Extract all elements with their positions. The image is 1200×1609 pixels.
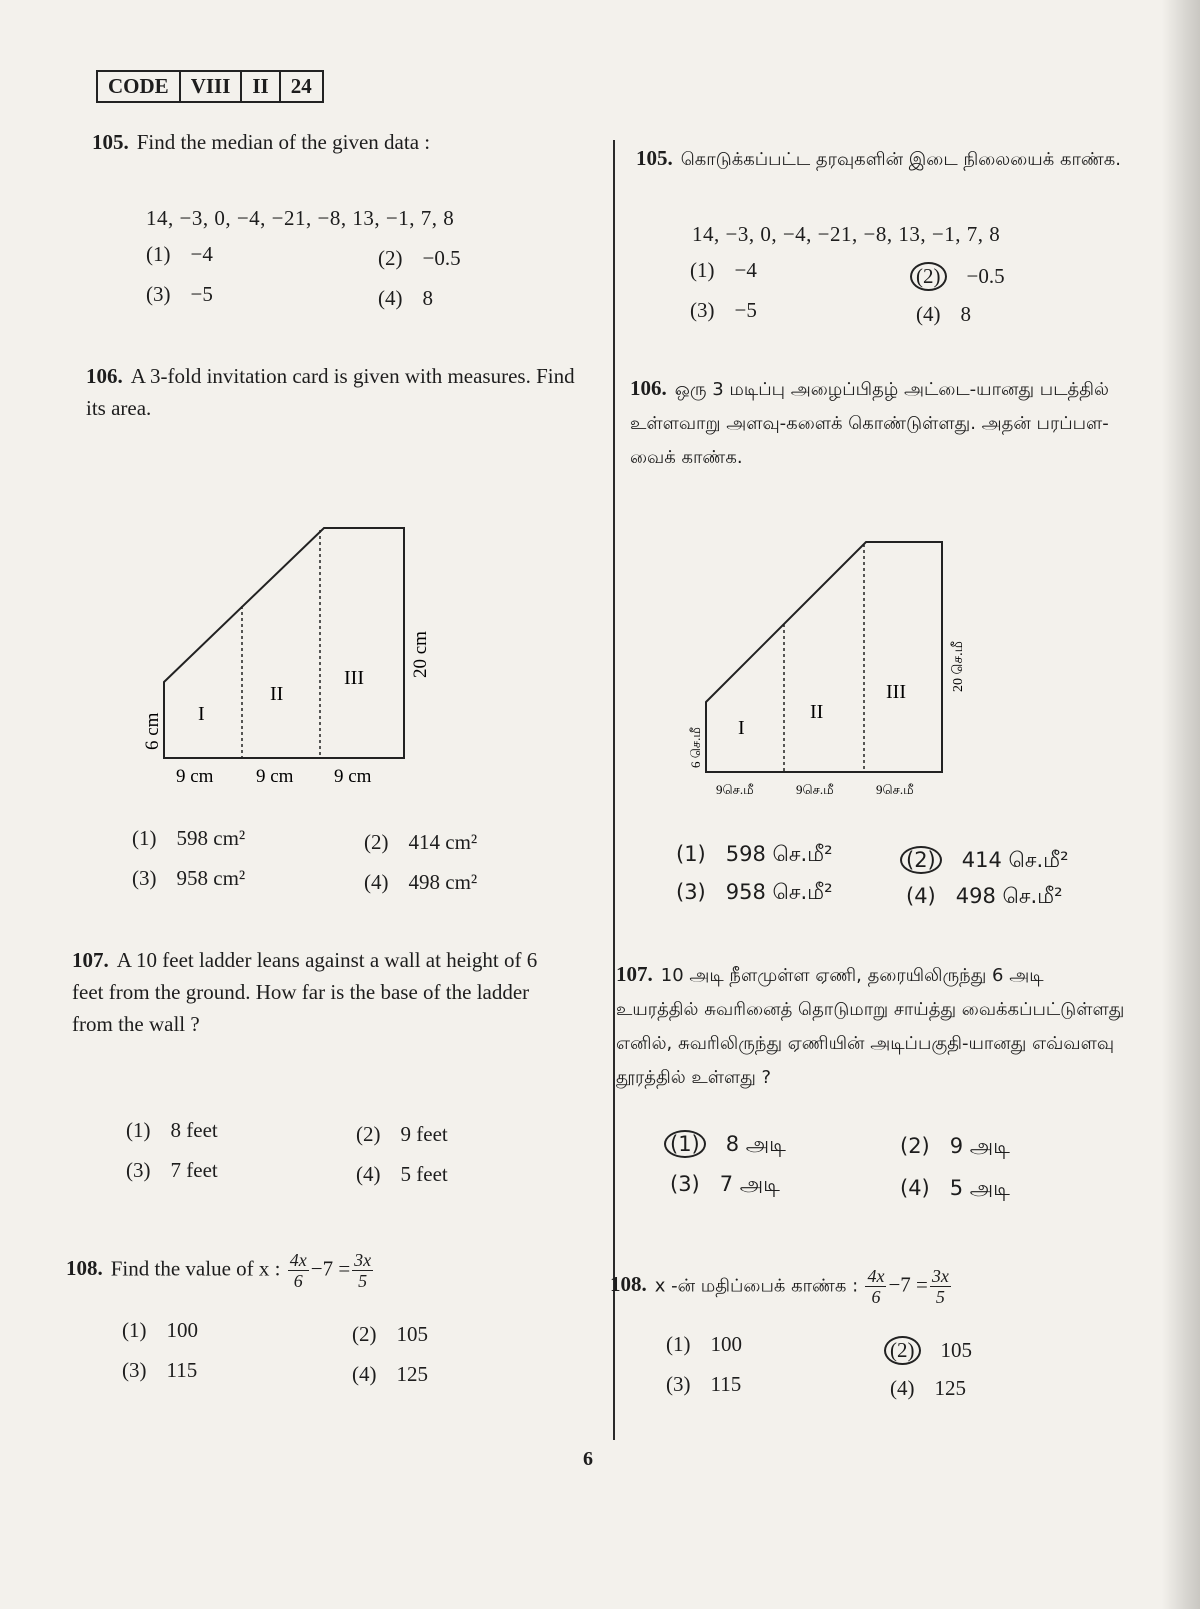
question-text: A 3-fold invitation card is given with measures. Find its area. xyxy=(86,364,575,420)
en-q107-opt3: (3) 7 feet xyxy=(126,1158,218,1182)
ta-q107-opt1-circled: (1) 8 அடி xyxy=(670,1130,786,1159)
column-divider xyxy=(613,140,615,1440)
width-label-2: 9செ.மீ xyxy=(796,782,834,797)
ta-q105-opt3: (3) −5 xyxy=(690,298,757,322)
en-q107-opt1: (1) 8 feet xyxy=(126,1118,218,1142)
ta-q108-opt3: (3) 115 xyxy=(666,1372,742,1396)
en-q105 xyxy=(92,126,572,158)
ta-q105 xyxy=(636,142,1136,176)
width-label-1: 9 cm xyxy=(176,766,214,787)
question-text: Find the median of the given data : xyxy=(136,130,431,154)
fraction-left: $\frac{4x}{6}$ xyxy=(289,1250,307,1291)
en-q107-opt2: (2) 9 feet xyxy=(356,1122,448,1146)
en-q105-opt2: (2) −0.5 xyxy=(378,246,461,270)
en-q106-opt3: (3) 958 cm² xyxy=(132,866,246,890)
ta-q106-opt4: (4) 498 செ.மீ² xyxy=(906,884,1063,908)
height-left-label: 6 cm xyxy=(142,712,163,750)
ta-q108-opt4: (4) 125 xyxy=(890,1376,966,1400)
ta-q106-opt2-circled: (2) 414 செ.மீ² xyxy=(906,846,1069,875)
ta-q107 xyxy=(616,958,1126,1094)
en-q108-opt1: (1) 100 xyxy=(122,1318,198,1342)
height-right-label: 20 செ.மீ xyxy=(951,641,966,692)
en-q108-opt3: (3) 115 xyxy=(122,1358,198,1382)
ta-q106-opt3: (3) 958 செ.மீ² xyxy=(676,880,833,904)
en-q107-opt4: (4) 5 feet xyxy=(356,1162,448,1186)
question-number: 105. xyxy=(92,130,129,154)
fraction-right: $\frac{3x}{5}$ xyxy=(931,1266,949,1307)
en-q108-opt2: (2) 105 xyxy=(352,1322,428,1346)
en-q105-opt1: (1) −4 xyxy=(146,242,213,266)
ta-q105-opt2-circled: (2) −0.5 xyxy=(916,262,1005,291)
section-label-3: III xyxy=(886,681,906,703)
en-q105-data: 14, −3, 0, −4, −21, −8, 13, −1, 7, 8 xyxy=(146,206,455,230)
equation-middle: −7 = xyxy=(888,1272,928,1297)
width-label-2: 9 cm xyxy=(256,766,294,787)
question-text: ஒரு 3 மடிப்பு அழைப்பிதழ் அட்டை-யானது படத்தில் உள்ளவாறு அளவு-களைக் கொண்டுள்ளது. அதன் பரப்பள-வைக் காண்க. xyxy=(630,379,1109,468)
en-q108 xyxy=(66,1250,586,1291)
scan-shadow xyxy=(1162,0,1200,1609)
en-card-figure xyxy=(130,518,450,798)
en-q106-opt4: (4) 498 cm² xyxy=(364,870,478,894)
en-q108-opt4: (4) 125 xyxy=(352,1362,428,1386)
question-number: 107. xyxy=(72,948,109,972)
section-label-2: II xyxy=(810,701,824,723)
question-number: 106. xyxy=(630,376,667,400)
en-q105-opt3: (3) −5 xyxy=(146,282,213,306)
en-q106-opt2: (2) 414 cm² xyxy=(364,830,478,854)
ta-q105-opt4: (4) 8 xyxy=(916,302,971,326)
question-text: x -ன் மதிப்பைக் காண்க : xyxy=(654,1275,859,1297)
fraction-right: $\frac{3x}{5}$ xyxy=(354,1250,372,1291)
height-left-label: 6 செ.மீ xyxy=(688,727,703,768)
question-text: A 10 feet ladder leans against a wall at height of 6 feet from the ground. How far is the base of the ladder from the wall ? xyxy=(72,948,538,1036)
section-label-1: I xyxy=(738,717,745,739)
fraction-left: $\frac{4x}{6}$ xyxy=(867,1266,885,1307)
question-number: 105. xyxy=(636,146,673,170)
question-number: 107. xyxy=(616,962,653,986)
question-number: 108. xyxy=(66,1256,103,1281)
en-q106-opt1: (1) 598 cm² xyxy=(132,826,246,850)
code-box xyxy=(96,70,324,103)
ta-q105-opt1: (1) −4 xyxy=(690,258,757,282)
section-label-3: III xyxy=(344,667,364,689)
width-label-3: 9செ.மீ xyxy=(876,782,914,797)
en-q106 xyxy=(86,360,586,424)
question-text: கொடுக்கப்பட்ட தரவுகளின் இடை நிலையைக் காண்க. xyxy=(680,149,1122,170)
ta-q106-opt1: (1) 598 செ.மீ² xyxy=(676,842,833,866)
ta-q107-opt2: (2) 9 அடி xyxy=(900,1134,1010,1158)
en-q107 xyxy=(72,944,572,1040)
width-label-3: 9 cm xyxy=(334,766,372,787)
section-label-1: I xyxy=(198,703,205,725)
width-label-1: 9செ.மீ xyxy=(716,782,754,797)
en-q105-opt4: (4) 8 xyxy=(378,286,433,310)
question-text: Find the value of x : xyxy=(110,1256,281,1281)
code-year: 24 xyxy=(290,74,312,98)
ta-q108-opt1: (1) 100 xyxy=(666,1332,742,1356)
ta-q108-opt2-circled: (2) 105 xyxy=(890,1336,972,1365)
question-number: 108. xyxy=(610,1272,647,1297)
code-class: VIII xyxy=(181,72,243,101)
ta-q106 xyxy=(630,372,1130,474)
ta-q105-data: 14, −3, 0, −4, −21, −8, 13, −1, 7, 8 xyxy=(692,222,1001,246)
ta-q108 xyxy=(610,1266,1130,1307)
height-right-label: 20 cm xyxy=(410,631,431,678)
page-number: 6 xyxy=(583,1448,593,1470)
question-number: 106. xyxy=(86,364,123,388)
ta-card-figure xyxy=(680,532,1000,812)
section-label-2: II xyxy=(270,683,284,705)
question-text: 10 அடி நீளமுள்ள ஏணி, தரையிலிருந்து 6 அடி உயரத்தில் சுவரினைத் தொடுமாறு சாய்த்து வைக்கப்பட்டுள்ளது எனில், சுவரிலிருந்து ஏணியின் அடிப்பகுதி-யானது எவ்வளவு தூரத்தில் உள்ளது ? xyxy=(616,965,1125,1088)
ta-q107-opt4: (4) 5 அடி xyxy=(900,1176,1010,1200)
code-part: II xyxy=(242,72,280,101)
ta-q107-opt3: (3) 7 அடி xyxy=(670,1172,780,1196)
equation-middle: −7 = xyxy=(310,1256,351,1281)
code-label: CODE xyxy=(98,72,181,101)
